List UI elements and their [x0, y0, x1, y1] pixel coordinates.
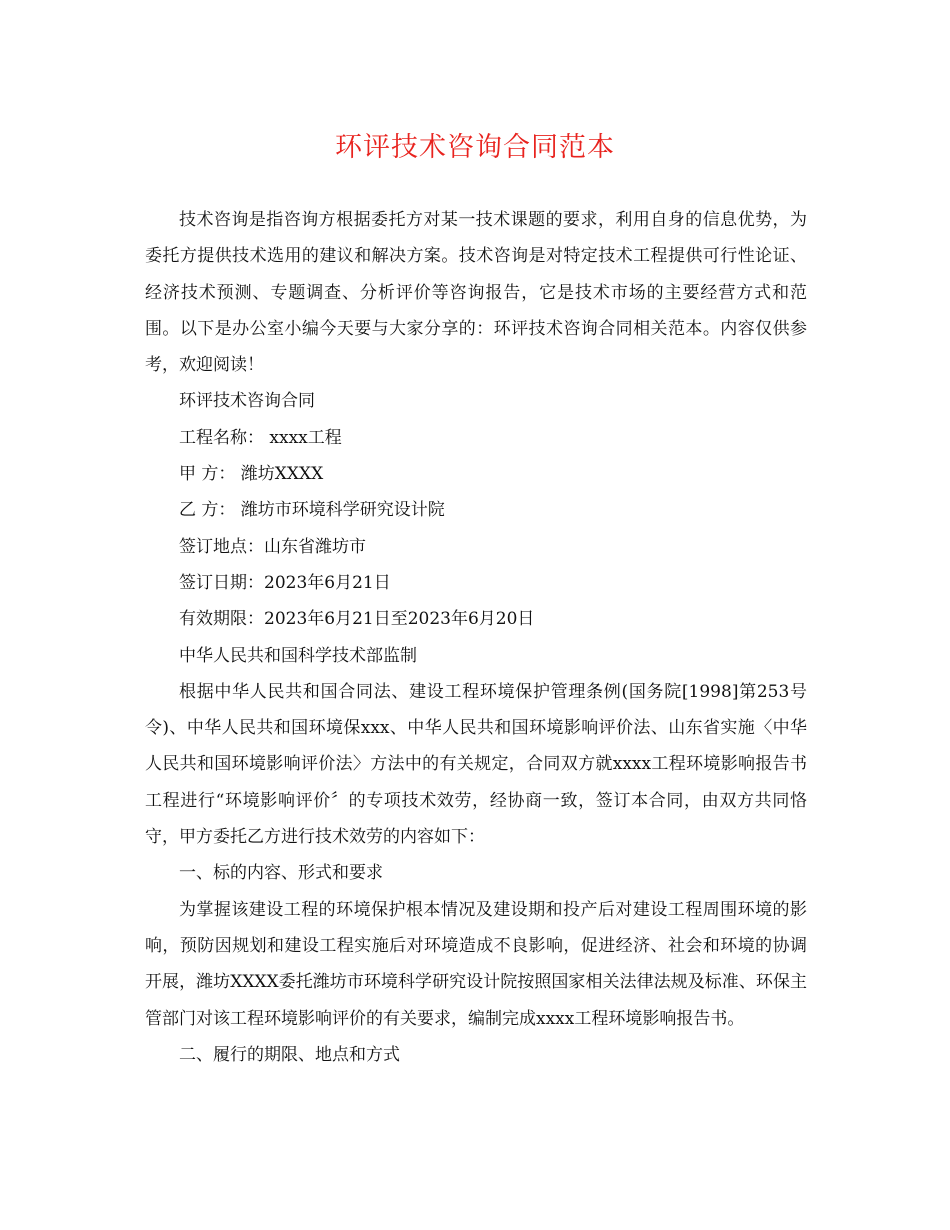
section-2-heading: 二、履行的期限、地点和方式: [179, 1044, 400, 1065]
document-title: 环评技术咨询合同范本: [335, 132, 615, 163]
signing-date-line: 签订日期：2023年6月21日: [179, 572, 391, 593]
supervisor-line: 中华人民共和国科学技术部监制: [179, 645, 417, 666]
legal-basis-paragraph: 根据中华人民共和国合同法、建设工程环境保护管理条例(国务院[1998]第253号令)、中华人民共和国环境保xxx、中华人民共和国环境影响评价法、山东省实施〈中华人民共和国环境影响评价法〉方法中的有关规定，合同双方就xxxx工程环境影响报告书工程进行“环境影响评价〞的专项技术效劳，经协商一致，签订本合同，由双方共同恪守，甲方委托乙方进行技术效劳的内容如下：: [145, 681, 807, 848]
section-1-paragraph: 为掌握该建设工程的环境保护根本情况及建设期和投产后对建设工程周围环境的影响，预防因规划和建设工程实施后对环境造成不良影响，促进经济、社会和环境的协调开展，潍坊XXXX委托潍坊市环境科学研究设计院按照国家相关法律法规及标准、环保主管部门对该工程环境影响评价的有关要求，编制完成xxxx工程环境影响报告书。: [145, 899, 807, 1029]
section-1-heading: 一、标的内容、形式和要求: [179, 863, 383, 884]
project-name-line: 工程名称： xxxx工程: [179, 427, 342, 448]
signing-place-line: 签订地点：山东省潍坊市: [179, 536, 366, 557]
intro-paragraph: 技术咨询是指咨询方根据委托方对某一技术课题的要求，利用自身的信息优势，为委托方提供技术选用的建议和解决方案。技术咨询是对特定技术工程提供可行性论证、经济技术预测、专题调查、分析评价等咨询报告，它是技术市场的主要经营方式和范围。以下是办公室小编今天要与大家分享的：环评技术咨询合同相关范本。内容仅供参考，欢迎阅读！: [145, 210, 807, 376]
party-a-line: 甲 方： 潍坊XXXX: [179, 464, 324, 485]
contract-heading: 环评技术咨询合同: [179, 391, 315, 412]
party-b-line: 乙 方： 潍坊市环境科学研究设计院: [179, 500, 445, 521]
document-body: [145, 202, 807, 1073]
validity-period-line: 有效期限：2023年6月21日至2023年6月20日: [179, 609, 535, 630]
